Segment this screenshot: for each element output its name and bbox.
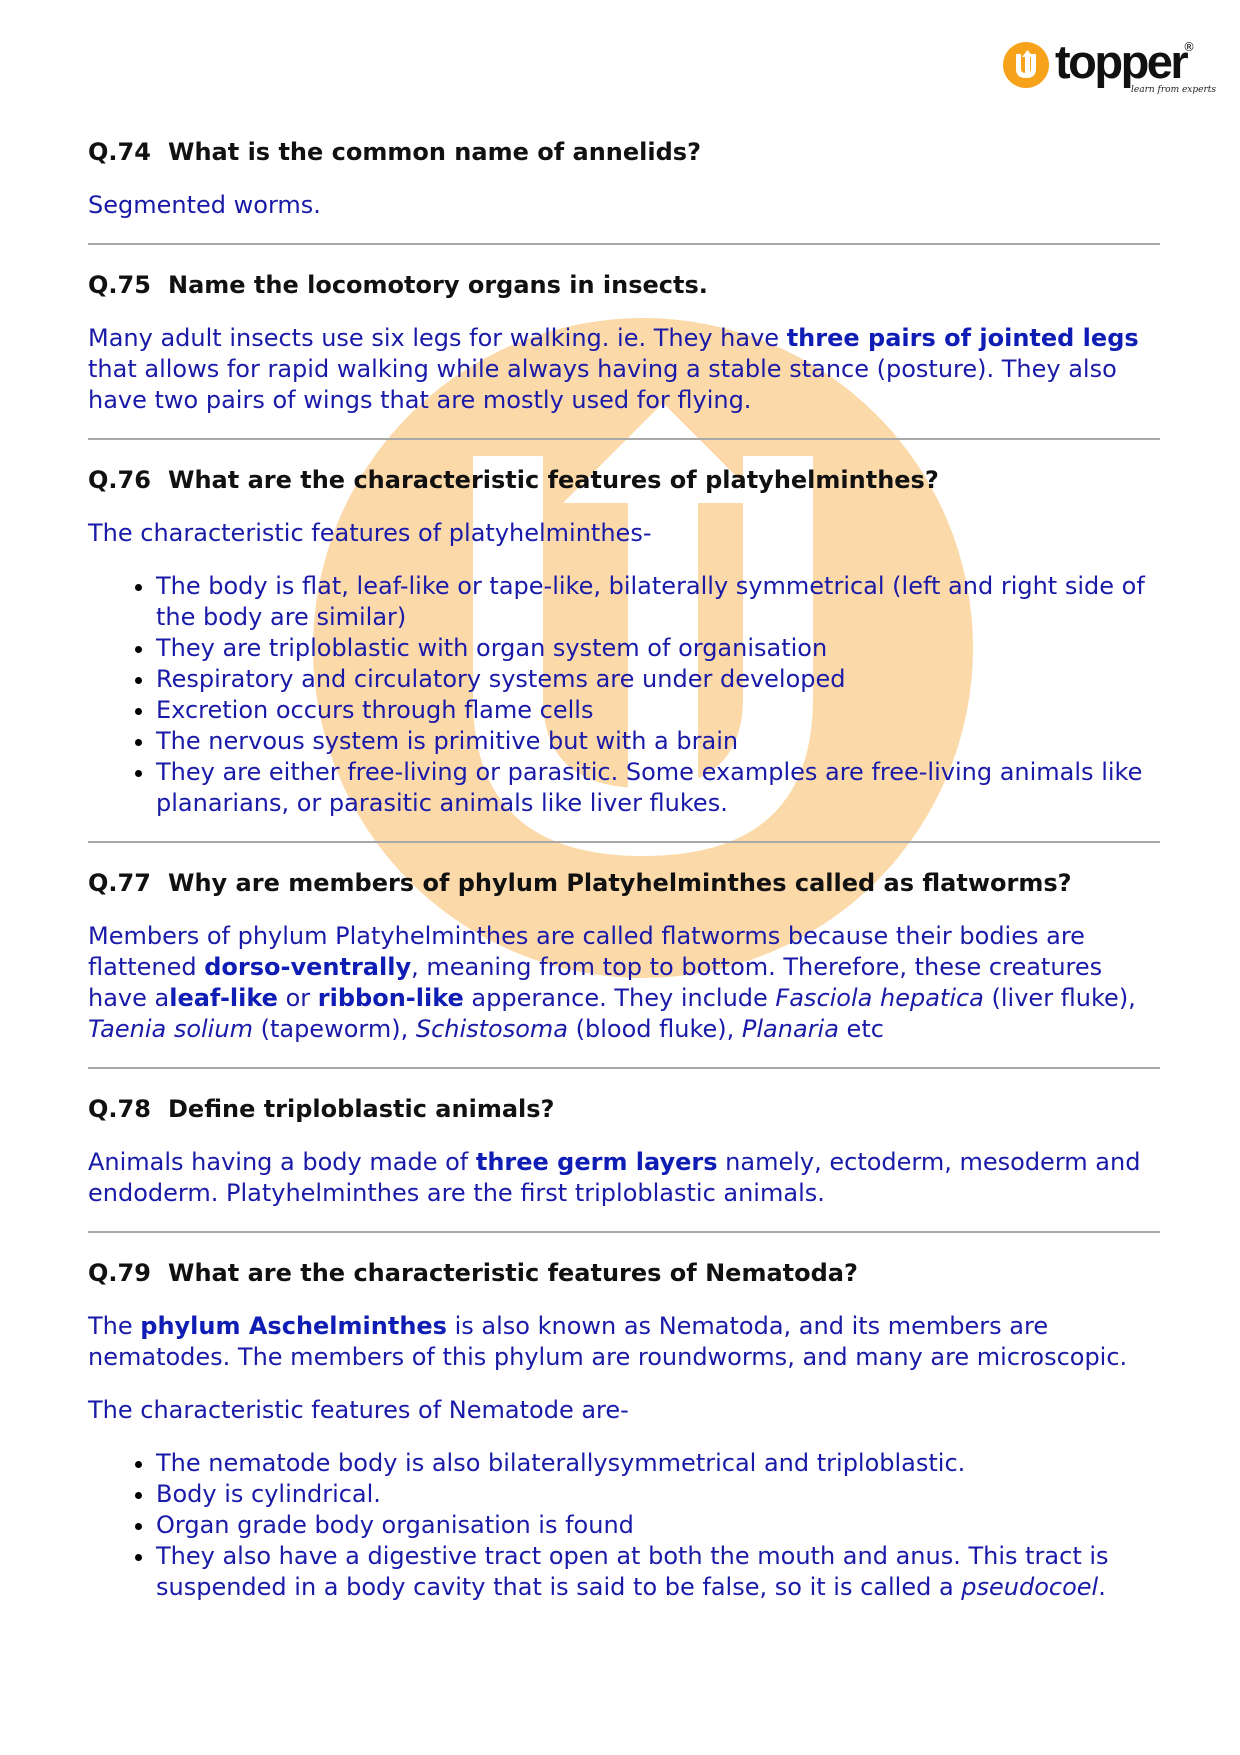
list-item: • The nervous system is primitive but with a brain: [156, 726, 1160, 757]
qa-content: [88, 136, 1160, 1625]
list-item: • The nematode body is also bilaterallysymmetrical and triploblastic.: [156, 1448, 1160, 1479]
platyhelminthes-features-list: [88, 571, 1160, 819]
answer-text: Many adult insects use six legs for walking. ie. They have: [88, 324, 787, 352]
answer-76-intro: The characteristic features of platyhelminthes-: [88, 519, 652, 547]
question-text: Why are members of phylum Platyhelminthes called as flatworms?: [168, 869, 1072, 897]
answer-text: that allows for rapid walking while always having a stable stance (posture). They also have two pairs of wings that are mostly used for flying.: [88, 355, 1117, 414]
question-number: Q.76: [88, 466, 151, 494]
species-name: Planaria: [741, 1015, 839, 1043]
question-text: Name the locomotory organs in insects.: [168, 271, 708, 299]
separator: [88, 243, 1160, 245]
answer-text: (blood fluke),: [568, 1015, 742, 1043]
question-text: Define triploblastic animals?: [168, 1095, 555, 1123]
answer-text: The: [88, 1312, 141, 1340]
answer-78: [88, 1147, 1160, 1209]
species-name: Fasciola hepatica: [775, 984, 984, 1012]
question-78: [88, 1093, 1160, 1125]
answer-emphasis: phylum Aschelminthes: [140, 1312, 447, 1340]
question-text: What are the characteristic features of Nematoda?: [168, 1259, 858, 1287]
question-number: Q.74: [88, 138, 151, 166]
topper-logo[interactable]: [1003, 35, 1217, 98]
question-number: Q.78: [88, 1095, 151, 1123]
answer-79-intro: The characteristic features of Nematode are-: [88, 1396, 629, 1424]
question-74: [88, 136, 1160, 168]
answer-text: , meaning from top to bottom. Therefore, these creatures have a: [88, 953, 1103, 1012]
answer-text: Animals having a body made of: [88, 1148, 476, 1176]
question-text: What is the common name of annelids?: [168, 138, 701, 166]
separator: [88, 438, 1160, 440]
logo-registered-mark: ®: [1183, 40, 1195, 54]
answer-text: or: [277, 984, 318, 1012]
answer-text: They also have a digestive tract open at both the mouth and anus. This tract is suspended in a body cavity that is said to be false, so it is called a: [156, 1542, 1109, 1601]
answer-text: is also known as Nematoda, and its members are nematodes. The members of this phylum are roundworms, and many are microscopic.: [88, 1312, 1128, 1371]
question-number: Q.79: [88, 1259, 151, 1287]
answer-emphasis: three pairs of jointed legs: [786, 324, 1139, 352]
list-item: • The body is flat, leaf-like or tape-like, bilaterally symmetrical (left and right side of the body are similar): [156, 571, 1160, 633]
logo-tagline: learn from experts: [1131, 85, 1217, 95]
answer-74: [88, 190, 1160, 221]
list-item: • They are triploblastic with organ system of organisation: [156, 633, 1160, 664]
answer-emphasis: three germ layers: [475, 1148, 718, 1176]
separator: [88, 1231, 1160, 1233]
answer-text: etc: [838, 1015, 884, 1043]
logo-brand-text: topper: [1055, 35, 1187, 88]
question-number: Q.75: [88, 271, 151, 299]
answer-text: Segmented worms.: [88, 191, 321, 219]
answer-text: apperance. They include: [463, 984, 776, 1012]
nematoda-features-list: [88, 1448, 1160, 1603]
list-item: [156, 1541, 1160, 1603]
answer-text: .: [1098, 1573, 1106, 1601]
answer-text: Members of phylum Platyhelminthes are called flatworms because their bodies are flattened: [88, 922, 1085, 981]
answer-text: namely, ectoderm, mesoderm and endoderm. Platyhelminthes are the first triploblastic animals.: [88, 1148, 1141, 1207]
species-name: Taenia solium: [88, 1015, 253, 1043]
answer-77: [88, 921, 1160, 1045]
list-item: • Respiratory and circulatory systems are under developed: [156, 664, 1160, 695]
question-number: Q.77: [88, 869, 151, 897]
list-item: • They are either free-living or parasitic. Some examples are free-living animals like planarians, or parasitic animals like liver flukes.: [156, 757, 1160, 819]
answer-75: [88, 323, 1160, 416]
question-text: What are the characteristic features of platyhelminthes?: [168, 466, 939, 494]
term-name: pseudocoel: [961, 1573, 1099, 1601]
answer-emphasis: dorso-ventrally: [204, 953, 412, 981]
question-75: [88, 269, 1160, 301]
question-76: [88, 464, 1160, 496]
question-79: [88, 1257, 1160, 1289]
answer-text: (liver fluke),: [983, 984, 1136, 1012]
answer-emphasis: leaf-like: [169, 984, 278, 1012]
answer-emphasis: ribbon-like: [317, 984, 464, 1012]
species-name: Schistosoma: [415, 1015, 569, 1043]
topper-logo-icon: [1003, 42, 1049, 88]
question-77: [88, 867, 1160, 899]
separator: [88, 841, 1160, 843]
list-item: • Body is cylindrical.: [156, 1479, 1160, 1510]
list-item: • Excretion occurs through flame cells: [156, 695, 1160, 726]
separator: [88, 1067, 1160, 1069]
answer-79-paragraph: [88, 1311, 1160, 1373]
list-item: • Organ grade body organisation is found: [156, 1510, 1160, 1541]
answer-text: (tapeworm),: [252, 1015, 416, 1043]
